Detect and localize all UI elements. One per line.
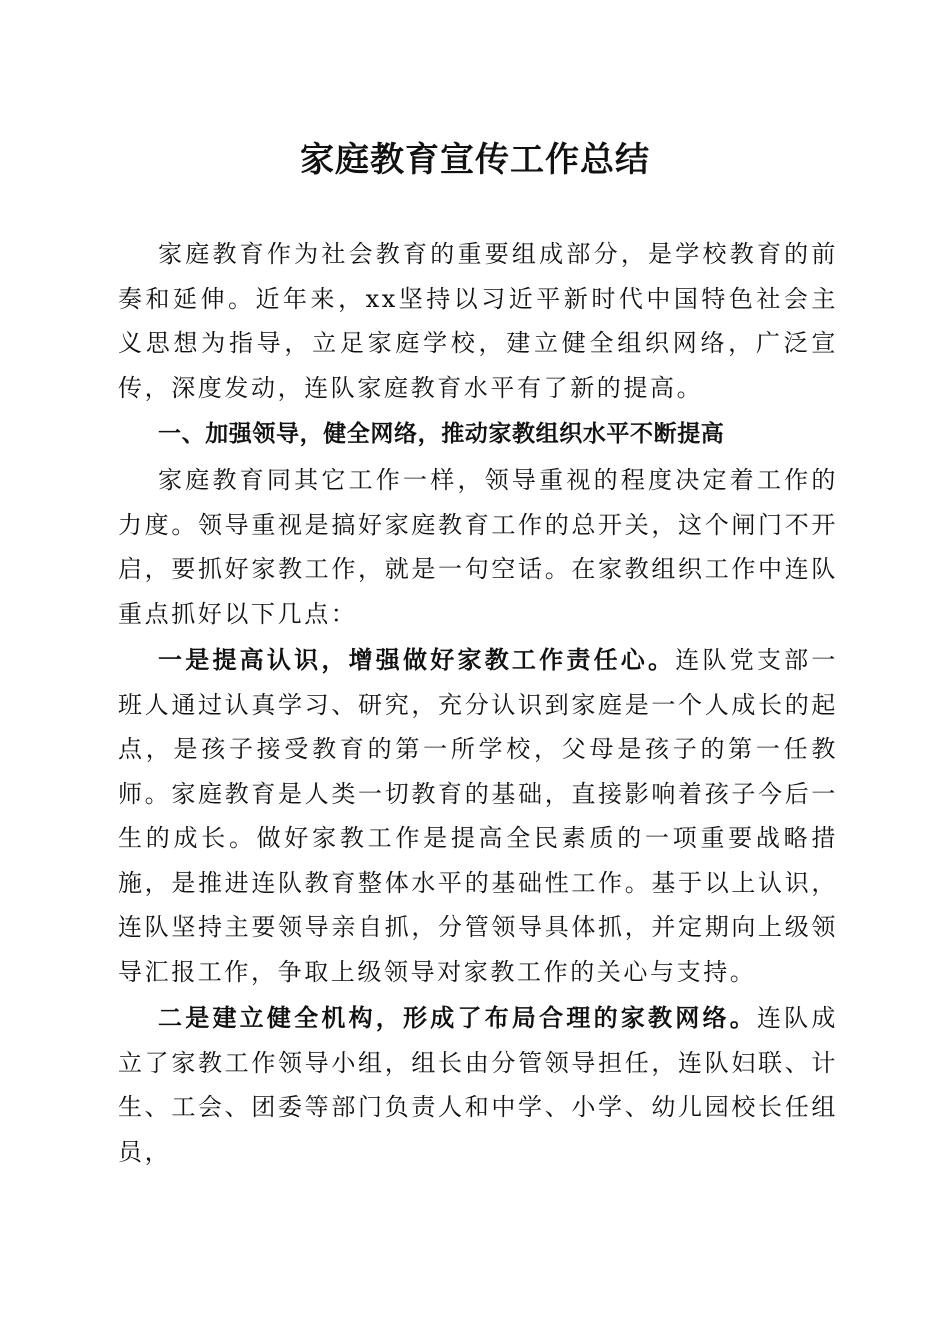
section-heading: 一、加强领导，健全网络，推动家教组织水平不断提高	[158, 421, 725, 447]
point-two-text: 连队成立了家教工作领导小组，组长由分管领导担任，连队妇联、计生、工会、团委等部门负责人和中学、小学、幼儿园校长任组员，	[118, 1004, 838, 1166]
point-two-lead: 二是建立健全机构，形成了布局合理的家教网络。	[158, 1003, 757, 1032]
document-title: 家庭教育宣传工作总结	[300, 140, 650, 180]
section-paragraph: 家庭教育同其它工作一样，领导重视的程度决定着工作的力度。领导重视是搞好家庭教育工作的总开关，这个闸门不开启，要抓好家教工作，就是一句空话。在家教组织工作中连队重点抓好以下几点：	[118, 466, 838, 628]
intro-paragraph: 家庭教育作为社会教育的重要组成部分，是学校教育的前奏和延伸。近年来，xx坚持以习近平新时代中国特色社会主义思想为指导，立足家庭学校，建立健全组织网络，广泛宣传，深度发动，连队家庭教育水平有了新的提高。	[118, 240, 838, 402]
point-two-paragraph	[118, 996, 838, 1174]
document-body	[118, 232, 838, 1174]
point-one-text: 连队党支部一班人通过认真学习、研究，充分认识到家庭是一个人成长的起点，是孩子接受教育的第一所学校，父母是孩子的第一任教师。家庭教育是人类一切教育的基础，直接影响着孩子今后一生的成长。做好家教工作是提高全民素质的一项重要战略措施，是推进连队教育整体水平的基础性工作。基于以上认识，连队坚持主要领导亲自抓，分管领导具体抓，并定期向上级领导汇报工作，争取上级领导对家教工作的关心与支持。	[118, 646, 838, 986]
point-one-paragraph	[118, 638, 838, 994]
point-one-lead: 一是提高认识，增强做好家教工作责任心。	[158, 645, 676, 674]
